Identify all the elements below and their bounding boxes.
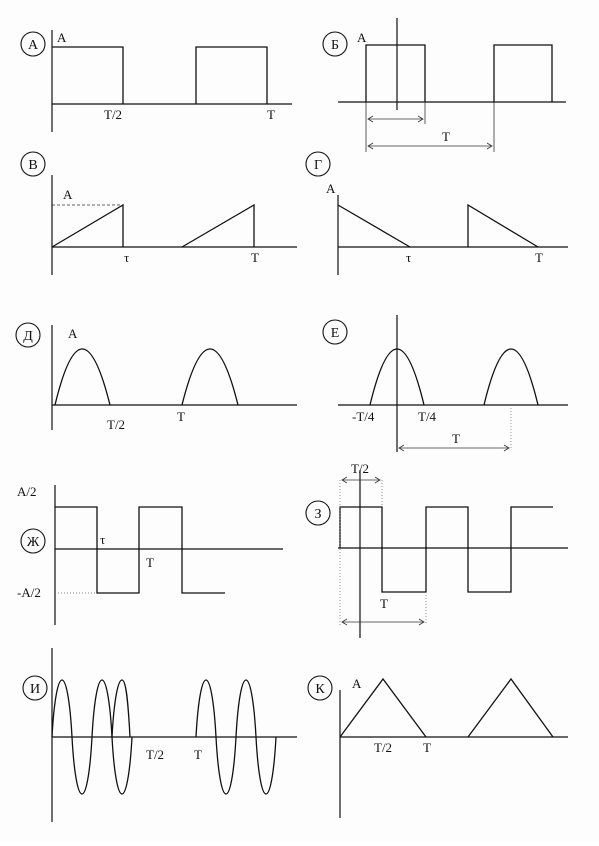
diagram-z-half-period-label: T/2 [351,461,370,476]
diagram-k [308,676,568,818]
diagram-zh-letter: Ж [26,535,40,550]
diagram-a-pulse-2 [196,47,267,104]
diagram-i [23,648,297,822]
diagram-zh-square-wave [55,507,225,593]
diagram-e-period-label: T [452,431,460,446]
diagram-g [306,152,568,275]
diagram-e-quarter-label: T/4 [418,409,437,424]
diagram-e-lobe-2 [484,349,538,405]
diagram-zh-pos-level-label: A/2 [17,484,37,499]
diagram-z-letter: З [314,507,322,522]
diagram-i-half-period-label: T/2 [146,747,165,762]
diagram-i-letter: И [29,682,41,697]
diagram-k-letter: К [315,682,325,697]
diagram-g-amplitude-label: A [326,181,336,196]
diagram-zh [17,484,283,625]
diagram-v-amplitude-label: A [63,187,73,202]
diagram-a-letter: А [27,38,39,53]
diagram-d-lobe-1 [55,349,110,405]
diagram-b-pulse-2 [494,45,552,102]
diagram-v-period-label: T [251,250,259,265]
diagram-d-lobe-2 [182,349,238,405]
diagram-d-half-period-label: T/2 [107,417,126,432]
diagram-b [323,18,566,152]
diagram-d [16,323,297,432]
diagram-v-ramp-2 [182,205,254,247]
diagram-g-letter: Г [313,158,323,173]
diagram-zh-neg-level-label: -A/2 [17,585,41,600]
diagram-b-letter: Б [330,38,340,53]
diagram-b-amplitude-label: A [357,30,367,45]
diagram-a-pulse-1 [52,47,123,104]
diagram-k-period-label: T [423,740,431,755]
diagram-v-ramp-1 [52,205,123,247]
diagram-z-period-label: T [380,596,388,611]
diagram-e-letter: Е [330,326,340,341]
diagram-i-burst-1-extra [112,680,130,737]
diagram-d-period-label: T [177,409,185,424]
diagram-k-half-period-label: T/2 [374,740,393,755]
diagram-k-amplitude-label: A [352,676,362,691]
diagram-i-period-label: T [194,747,202,762]
diagram-a [21,30,292,132]
diagram-e-neg-quarter-label: -T/4 [352,409,375,424]
diagram-g-tau-label: τ [406,250,412,265]
diagram-d-amplitude-label: A [68,326,78,341]
diagram-g-period-label: T [535,250,543,265]
diagram-z-square-wave [340,507,553,592]
diagram-zh-tau-label: τ [100,532,106,547]
diagram-z [306,461,568,638]
diagram-v-letter: В [28,158,38,173]
diagram-k-triangle-2 [468,679,553,737]
diagram-v [21,152,297,275]
diagram-a-half-period-label: T/2 [104,107,123,122]
diagram-g-ramp-1 [338,205,410,247]
diagram-b-pulse-1 [366,45,425,102]
diagram-d-letter: Д [23,329,33,344]
diagram-b-period-label: T [442,129,450,144]
diagram-e [323,315,568,452]
diagram-g-ramp-2 [468,205,538,247]
diagram-v-tau-label: τ [124,250,130,265]
diagram-a-period-label: T [267,107,275,122]
diagram-zh-period-label: T [146,555,154,570]
diagram-a-amplitude-label: A [57,30,67,45]
